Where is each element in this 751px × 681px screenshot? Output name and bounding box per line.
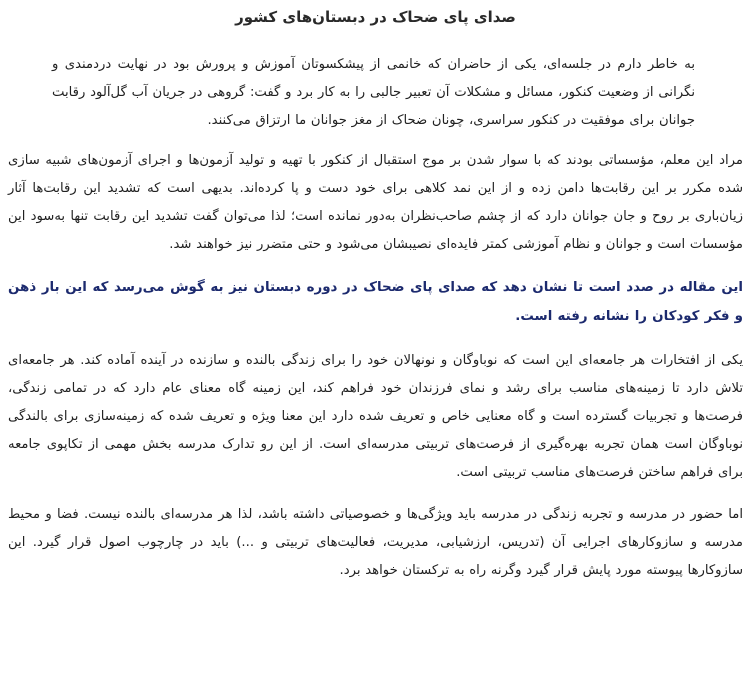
paragraph-school: اما حضور در مدرسه و تجربه زندگی در مدرسه باید ویژگی‌ها و خصوصیاتی داشته باشد، لذا هر مدرسه‌ای بالنده نیست. فضا و محیط مدرسه و سازوکارهای اجرایی آن (تدریس، ارزشیابی، مدیریت، فعالیت‌های تربیتی و ...) باید در چارچوب اصول قرار گیرد. این سازوکارها پیوسته مورد پایش قرار گیرد وگرنه راه به ترکستان خواهد برد. [8,507,743,578]
paragraph-thesis-highlight: این مقاله در صدد است تا نشان دهد که صدای پای ضحاک در دوره دبستان نیز به گوش می‌رسد که این بار ذهن و فکر کودکان را نشانه رفته است. [8,280,743,324]
paragraph-society: یکی از افتخارات هر جامعه‌ای این است که نوباوگان و نونهالان خود را برای زندگی بالنده و سازنده در آینده آماده کند. هر جامعه‌ای تلاش دارد تا زمینه‌های مناسب برای رشد و نمای فرزندان خود فراهم کند، این زمینه گاه معنای عام دارد که در تمامی زندگی، فرصت‌ها و تجربیات گسترده است و گاه معنایی خاص و تعریف شده دارد این معنا ویژه و تعریف شده که زمینه‌سازی برای بالندگی نوباوگان است همان تجربه بهره‌گیری از فرصت‌های تربیتی مدرسه‌ای است. از این رو تدارک مدرسه بخش مهمی از تکاپوی جامعه برای فراهم ساختن فرصت‌های مناسب تربیتی است. [8,353,743,480]
article [8,0,743,681]
paragraph-intro: به خاطر دارم در جلسه‌ای، یکی از حاضران که خانمی از پیشکسوتان آموزش و پرورش بود در نهایت دردمندی و نگرانی از وضعیت کنکور، مسائل و مشکلات آن تعبیر جالبی را به کار برد و گفت: گروهی در جریان آب گل‌آلود رقابت جوانان برای موفقیت در کنکور سراسری، چونان ضحاک از مغز جوانان ما ارتزاق می‌کنند. [52,57,695,128]
article-title: صدای پای ضحاک در دبستان‌های کشور [235,8,516,26]
paragraph-institutions: مراد این معلم، مؤسساتی بودند که با سوار شدن بر موج استقبال از کنکور با تهیه و تولید آزمون‌ها و اجرای آزمون‌های شبیه سازی شده مکرر بر این رقابت‌ها دامن زده و از این نمد کلاهی برای خود دست و پا کرده‌اند. بدیهی است که تشدید این رقابت‌ها آثار زیان‌باری بر روح و جان جوانان دارد که از چشم صاحب‌نظران به‌دور نمانده است؛ لذا می‌توان گفت تشدید این رقابت تنها به‌سود این مؤسسات است و جوانان و نظام آموزشی کمتر فایده‌ای نصیبشان می‌شود و حتی متضرر نیز خواهند شد. [8,153,743,252]
